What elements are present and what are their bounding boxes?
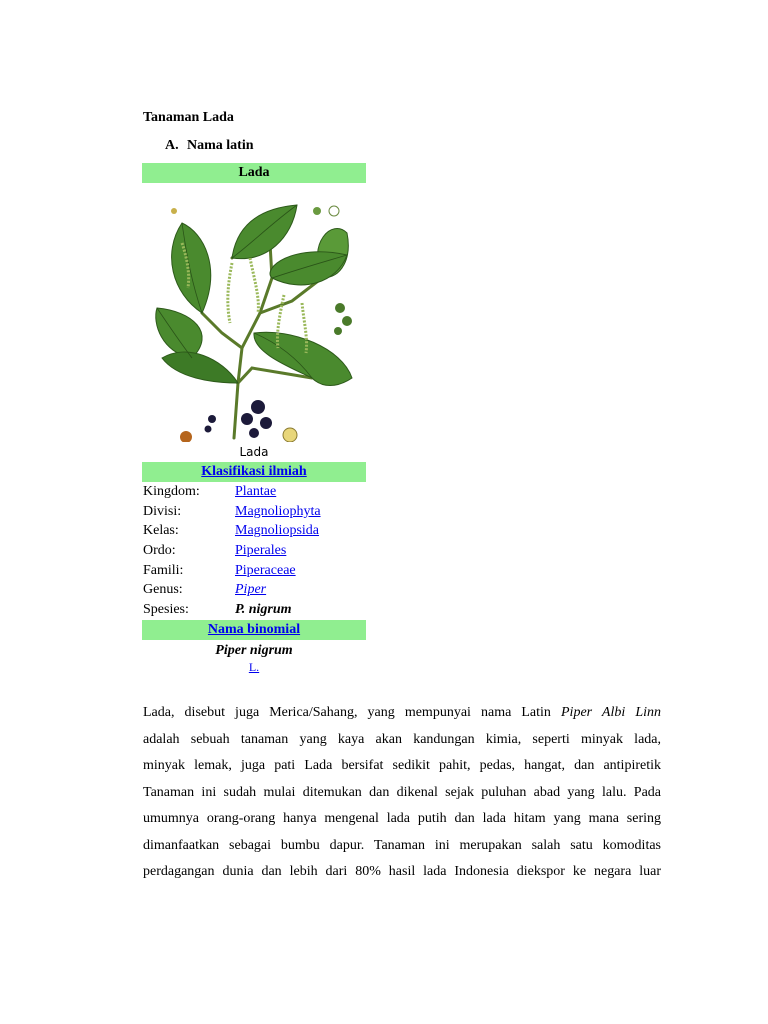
- taxonomy-row-kelas: [142, 521, 366, 541]
- taxonomy-value: P. nigrum: [235, 602, 292, 618]
- taxobox-header: Lada: [142, 163, 366, 183]
- taxonomy-row-ordo: [142, 541, 366, 561]
- paragraph-line: [143, 700, 661, 727]
- taxonomy-row-famili: [142, 561, 366, 581]
- plant-illustration: [142, 183, 366, 442]
- taxonomy-row-genus: [142, 580, 366, 600]
- taxonomy-key: Famili:: [143, 562, 184, 578]
- taxonomy-row-spesies: [142, 600, 366, 620]
- author-link[interactable]: L.: [248, 659, 260, 674]
- latin-name: Piper Albi Linn: [561, 705, 661, 720]
- classification-header: [142, 462, 366, 482]
- taxonomy-key: Kelas:: [143, 523, 179, 539]
- paragraph-line: dimanfaatkan sebagai bumbu dapur. Tanaman ini merupakan salah satu komoditas: [143, 837, 661, 853]
- taxonomy-table: [142, 482, 366, 620]
- section-heading: [165, 138, 254, 154]
- paragraph-line: perdagangan dunia dan lebih dari 80% hasil lada Indonesia diekspor ke negara luar: [143, 864, 661, 879]
- paragraph-text: Lada, disebut juga Merica/Sahang, yang mempunyai nama Latin: [143, 705, 561, 720]
- paragraph-line: umumnya orang-orang hanya mengenal lada putih dan lada hitam yang mana sering: [143, 811, 661, 826]
- binomial-name: Piper nigrum: [215, 642, 293, 658]
- taxobox: [142, 163, 366, 674]
- taxonomy-value-link[interactable]: Magnoliophyta: [235, 503, 321, 519]
- taxonomy-value-link[interactable]: Plantae: [235, 484, 277, 499]
- binomial-header: [142, 620, 366, 640]
- taxonomy-key: Spesies:: [143, 602, 189, 618]
- taxonomy-row-kingdom: [142, 482, 366, 502]
- taxonomy-value-link[interactable]: Piperaceae: [235, 562, 296, 578]
- paragraph-line: Tanaman ini sudah mulai ditemukan dan dikenal sejak puluhan abad yang lalu. Pada: [143, 784, 661, 800]
- taxonomy-row-divisi: [142, 502, 366, 522]
- classification-link[interactable]: Klasifikasi ilmiah: [201, 464, 307, 479]
- section-letter: A.: [165, 138, 179, 153]
- body-paragraph: [143, 700, 661, 886]
- taxonomy-value-link[interactable]: Magnoliopsida: [235, 523, 319, 539]
- paragraph-line: adalah sebuah tanaman yang kaya akan kandungan kimia, seperti minyak lada,: [143, 731, 661, 747]
- taxonomy-key: Divisi:: [143, 503, 182, 519]
- paragraph-line: minyak lemak, juga pati Lada bersifat sedikit pahit, pedas, hangat, dan antipiretik: [143, 758, 661, 773]
- taxonomy-key: Kingdom:: [143, 484, 200, 499]
- taxonomy-value-link[interactable]: Piperales: [235, 543, 287, 559]
- image-caption: Lada: [239, 445, 269, 459]
- document-title: Tanaman Lada: [143, 110, 234, 125]
- taxonomy-key: Genus:: [143, 582, 183, 598]
- taxonomy-value-link[interactable]: Piper: [235, 582, 267, 598]
- taxonomy-key: Ordo:: [143, 543, 176, 559]
- binomial-author: [142, 660, 366, 674]
- binomial-link[interactable]: Nama binomial: [207, 621, 301, 637]
- section-label: Nama latin: [187, 138, 254, 153]
- pepper-plant-image: [142, 183, 366, 442]
